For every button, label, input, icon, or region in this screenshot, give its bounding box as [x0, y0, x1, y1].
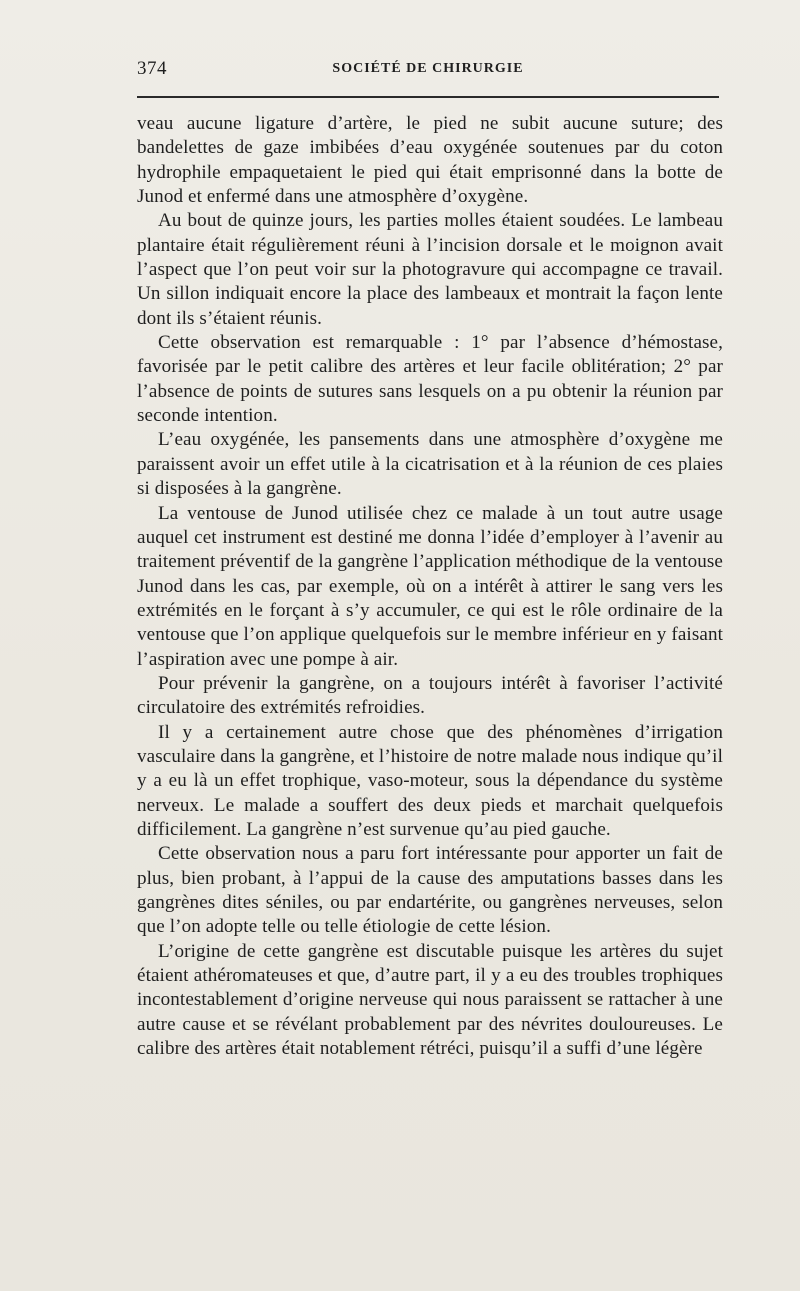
running-title: SOCIÉTÉ DE CHIRURGIE	[332, 61, 524, 76]
paragraph-1: veau aucune ligature d’artère, le pied ne subit aucune suture; des bandelettes de gaze imbibées d’eau oxygénée soutenues par du coton hydrophile empaquetaient le pied qui était emprisonné dans la botte de Junod et enfermé dans une atmosphère d’oxygène.	[137, 113, 723, 208]
paragraph-5: La ventouse de Junod utilisée chez ce malade à un tout autre usage auquel cet instrument est destiné me donna l’idée d’employer à l’avenir au traitement préventif de la gangrène l’application méthodique de la ventouse Junod dans les cas, par exemple, où on a intérêt à attirer le sang vers les extrémités en le forçant à s’y accumuler, ce qui est le rôle ordinaire de la ventouse que l’on applique quelquefois sur le membre inférieur en y faisant l’aspiration avec une pompe à air.	[137, 502, 723, 670]
page-number: 374	[137, 58, 167, 79]
paragraph-9: L’origine de cette gangrène est discutable puisque les artères du sujet étaient athéromateuses et que, d’autre part, il y a eu des troubles trophiques incontestablement d’origine nerveuse qui nous paraissent se rattacher à une autre cause et se révélant probablement par des névrites douloureuses. Le calibre des artères était notablement rétréci, puisqu’il a suffi d’une légère	[137, 940, 723, 1060]
paragraph-2: Au bout de quinze jours, les parties molles étaient soudées. Le lambeau plantaire était régulièrement réuni à l’incision dorsale et le moignon avait l’aspect que l’on peut voir sur la photogravure qui accompagne ce travail. Un sillon indiquait encore la place des lambeaux et montrait la façon lente dont ils s’étaient réunis.	[137, 210, 723, 329]
paragraph-6: Pour prévenir la gangrène, on a toujours intérêt à favoriser l’activité circulatoire des extrémités refroidies.	[137, 672, 723, 719]
body-text	[137, 112, 723, 1061]
paragraph-7: Il y a certainement autre chose que des phénomènes d’irrigation vasculaire dans la gangrène, et l’histoire de notre malade nous indique qu’il y a eu là un effet trophique, vaso-moteur, sous la dépendance du système nerveux. Le malade a souffert des deux pieds et marchait quelquefois difficilement. La gangrène n’est survenue qu’au pied gauche.	[137, 721, 723, 840]
paragraph-8: Cette observation nous a paru fort intéressante pour apporter un fait de plus, bien probant, à l’appui de la cause des amputations basses dans les gangrènes dites séniles, ou par endartérite, ou gangrènes nerveuses, selon que l’on adopte telle ou telle étiologie de cette lésion.	[137, 843, 723, 938]
page-header	[137, 58, 719, 84]
header-rule	[137, 96, 719, 98]
paragraph-3: Cette observation est remarquable : 1° par l’absence d’hémostase, favorisée par le petit calibre des artères et leur facile oblitération; 2° par l’absence de points de sutures sans lesquels on a pu obtenir la réunion par seconde intention.	[137, 332, 723, 427]
paragraph-4: L’eau oxygénée, les pansements dans une atmosphère d’oxygène me paraissent avoir un effet utile à la cicatrisation et à la réunion de ces plaies si disposées à la gangrène.	[137, 429, 723, 500]
